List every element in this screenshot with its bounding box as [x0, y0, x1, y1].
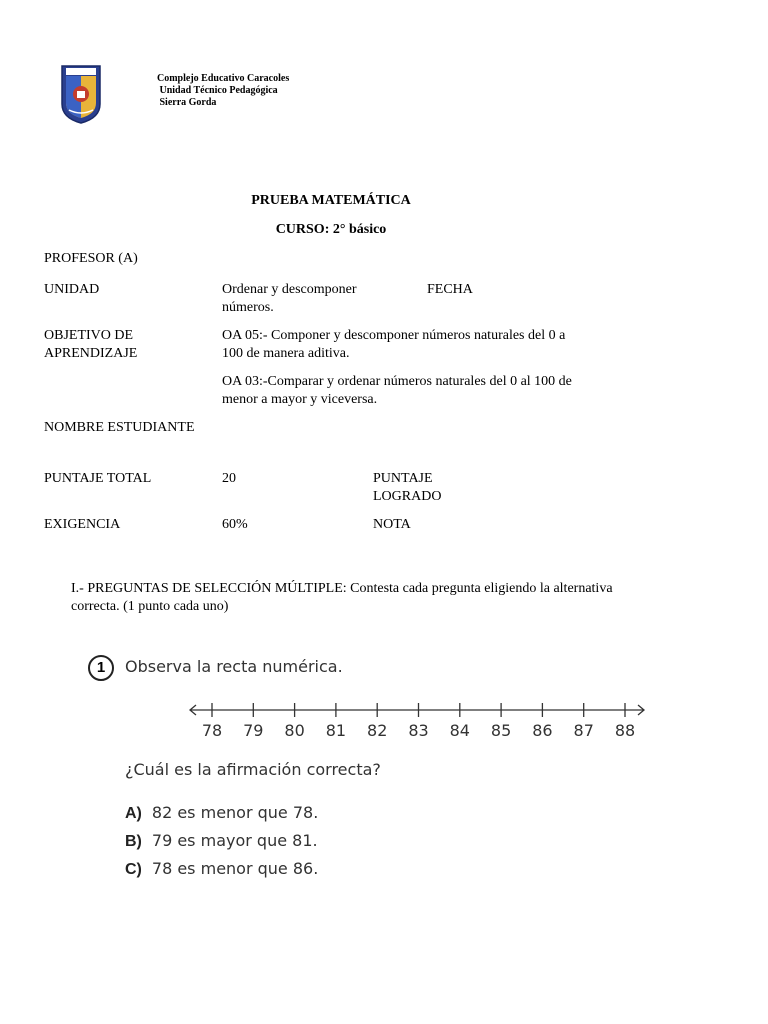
unidad-label: UNIDAD	[44, 282, 100, 297]
option-c-letter: C)	[125, 861, 142, 878]
profesor-label: PROFESOR (A)	[44, 251, 138, 266]
number-line-label: 88	[614, 721, 636, 740]
puntaje-logrado-line1: PUNTAJE	[373, 471, 433, 486]
exigencia-label: EXIGENCIA	[44, 517, 121, 532]
section-heading-line1: I.- PREGUNTAS DE SELECCIÓN MÚLTIPLE: Contesta cada pregunta eligiendo la alternativa	[71, 581, 613, 596]
number-line-label: 79	[243, 721, 264, 740]
number-line-label: 82	[367, 721, 388, 740]
number-line-label: 87	[573, 721, 594, 740]
option-a	[125, 803, 318, 823]
exigencia-value: 60%	[222, 517, 248, 532]
option-a-text: 82 es menor que 78.	[151, 803, 319, 822]
number-line-label: 85	[490, 721, 512, 740]
oa05-line1: OA 05:- Componer y descomponer números naturales del 0 a	[222, 328, 566, 343]
oa03-line2: menor a mayor y viceversa.	[222, 392, 378, 407]
section-heading-line2: correcta. (1 punto cada uno)	[71, 599, 229, 614]
institution-location: Sierra Gorda	[157, 97, 217, 108]
unidad-value-line1: Ordenar y descomponer	[222, 282, 357, 297]
oa03-line1: OA 03:-Comparar y ordenar números naturales del 0 al 100 de	[222, 374, 572, 389]
number-line-label: 84	[449, 721, 470, 740]
puntaje-total-label: PUNTAJE TOTAL	[44, 471, 152, 486]
institution-unit: Unidad Técnico Pedagógica	[157, 85, 278, 96]
number-line-label: 83	[408, 721, 429, 740]
option-b-text: 79 es mayor que 81.	[151, 831, 318, 850]
puntaje-total-value: 20	[222, 471, 236, 486]
question-prompt: Observa la recta numérica.	[125, 657, 343, 676]
number-line-svg	[186, 696, 650, 744]
fecha-label: FECHA	[427, 282, 473, 297]
objetivo-label-line1: OBJETIVO DE	[44, 328, 134, 343]
nota-label: NOTA	[373, 517, 411, 532]
question-text: ¿Cuál es la afirmación correcta?	[125, 760, 381, 779]
nombre-estudiante-label: NOMBRE ESTUDIANTE	[44, 420, 195, 435]
school-logo	[60, 64, 102, 124]
question-number: 1	[88, 655, 114, 681]
option-b	[125, 831, 318, 851]
option-c-text: 78 es menor que 86.	[151, 859, 319, 878]
oa05-line2: 100 de manera aditiva.	[222, 346, 350, 361]
number-line	[186, 696, 650, 744]
institution-name: Complejo Educativo Caracoles	[157, 73, 290, 84]
test-title: PRUEBA MATEMÁTICA	[251, 193, 411, 208]
course-label: CURSO: 2° básico	[275, 222, 387, 237]
option-c	[125, 859, 318, 879]
objetivo-label-line2: APRENDIZAJE	[44, 346, 138, 361]
option-a-letter: A)	[125, 805, 142, 822]
institution-block	[157, 73, 289, 109]
puntaje-logrado-line2: LOGRADO	[373, 489, 442, 504]
number-line-label: 78	[201, 721, 223, 740]
option-b-letter: B)	[125, 833, 142, 850]
number-line-label: 80	[284, 721, 305, 740]
number-line-label: 86	[532, 721, 553, 740]
number-line-label: 81	[325, 721, 347, 740]
unidad-value-line2: números.	[222, 300, 274, 315]
